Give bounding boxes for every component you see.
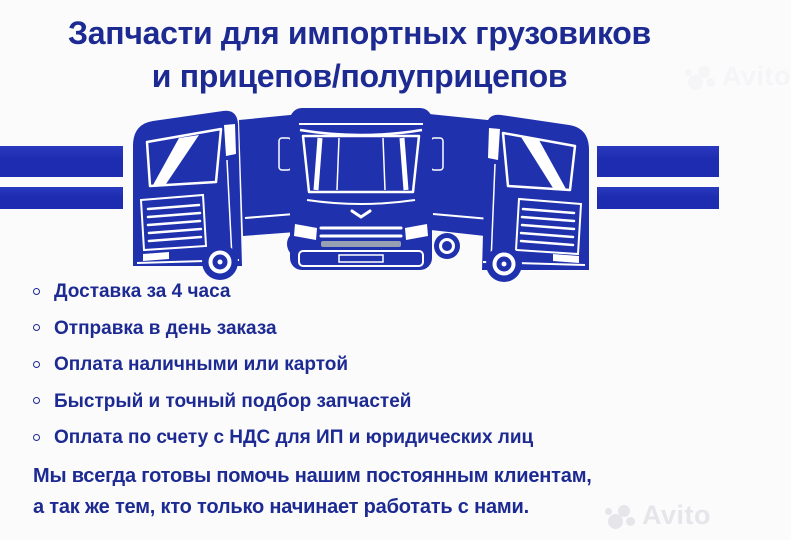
benefit-text: Оплата наличными или картой xyxy=(54,354,349,376)
footer-line-1: Мы всегда готовы помочь нашим постоянным клиентам, xyxy=(33,465,592,487)
bullet-icon xyxy=(33,434,40,441)
truck-front-icon xyxy=(279,108,443,270)
trucks-svg xyxy=(123,98,597,286)
avito-logo-icon xyxy=(604,501,638,529)
benefit-item xyxy=(33,274,693,311)
page-title xyxy=(0,12,719,98)
bullet-icon xyxy=(33,397,40,404)
benefit-item xyxy=(33,384,693,421)
avito-logo-icon xyxy=(684,62,718,90)
benefit-item xyxy=(33,420,693,457)
footer-line-2: а так же тем, кто только начинает работать с нами. xyxy=(33,495,529,518)
avito-watermark-top xyxy=(684,62,791,90)
benefit-text: Оплата по счету с НДС для ИП и юридических лиц xyxy=(54,427,534,449)
bullet-icon xyxy=(33,324,40,331)
trucks-illustration xyxy=(123,98,597,286)
bullet-icon xyxy=(33,288,40,295)
avito-watermark-bottom xyxy=(604,501,711,529)
footer-note xyxy=(33,461,703,522)
benefit-text: Доставка за 4 часа xyxy=(54,281,231,303)
benefit-item xyxy=(33,311,693,348)
benefit-item xyxy=(33,347,693,384)
benefit-text: Отправка в день заказа xyxy=(54,317,277,339)
title-line-2: и прицепов/полуприцепов xyxy=(151,58,568,94)
title-line-1: Запчасти для импортных грузовиков xyxy=(68,15,651,51)
avito-watermark-text: Avito xyxy=(642,499,711,530)
truck-right-icon xyxy=(429,114,589,282)
bullet-icon xyxy=(33,361,40,368)
benefits-list xyxy=(33,274,693,457)
avito-watermark-text: Avito xyxy=(722,60,791,91)
benefit-text: Быстрый и точный подбор запчастей xyxy=(54,390,412,412)
